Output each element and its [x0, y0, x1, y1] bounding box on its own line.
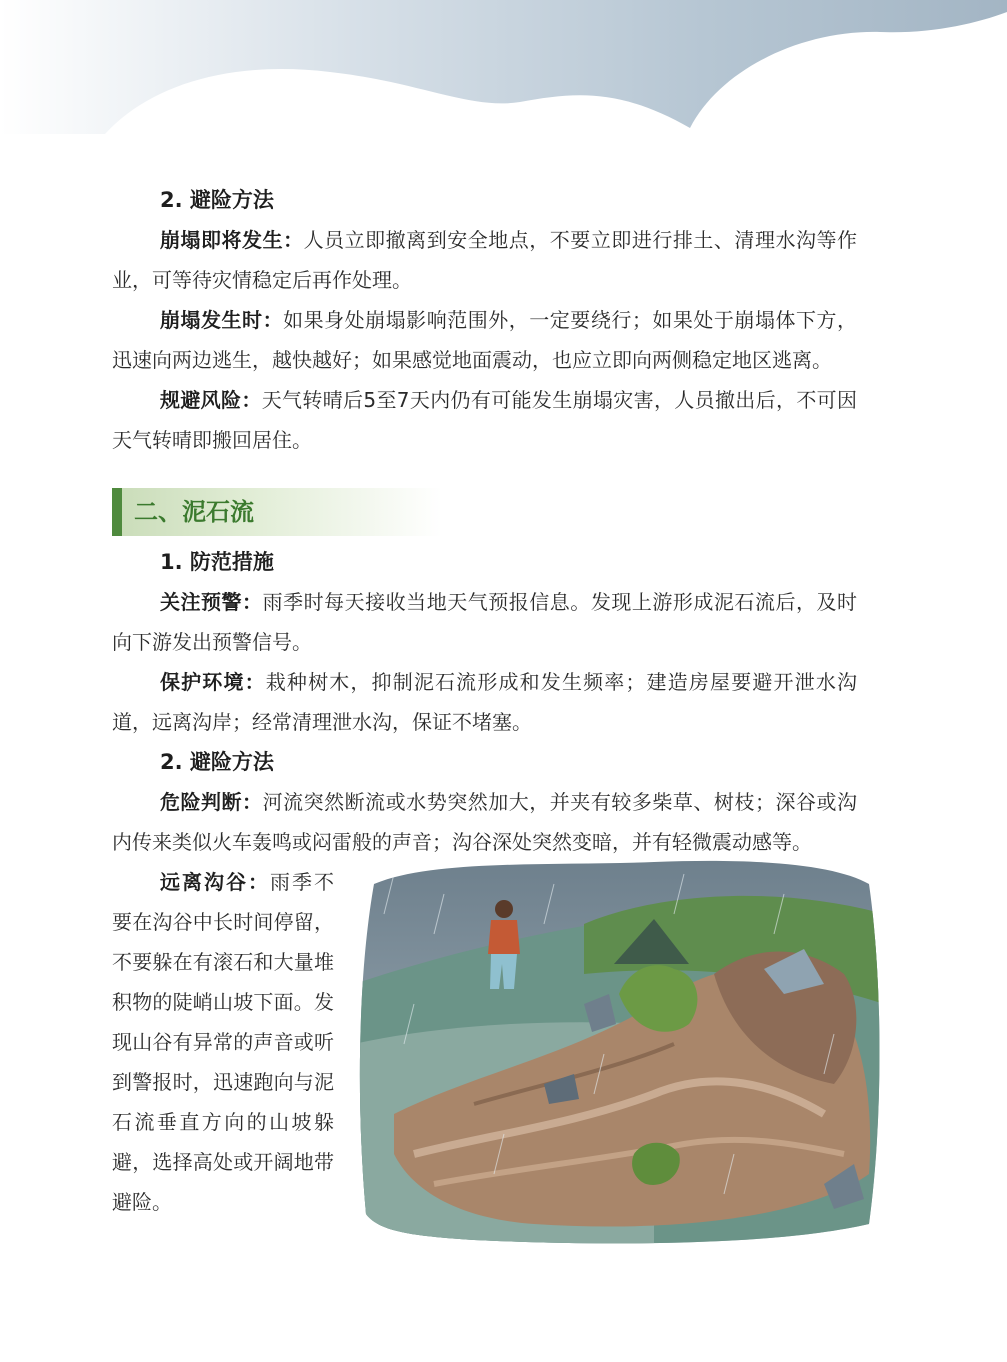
paragraph-text: 人员立即撤离到安全地点，不要立即进行排土、清理水沟等作业，可等待灾情稳定后再作处理。 — [112, 228, 858, 292]
term-label: 关注预警： — [160, 590, 263, 614]
section-title-bar — [112, 488, 442, 536]
paragraph-avoid-risk — [112, 380, 857, 460]
avoidance-method-heading-2: 2. 避险方法 — [160, 750, 274, 774]
prevention-heading: 1. 防范措施 — [160, 550, 274, 574]
paragraph-collapse-occurring — [112, 300, 857, 380]
debris-flow-illustration — [354, 854, 884, 1250]
paragraph-text: 天气转晴后5至7天内仍有可能发生崩塌灾害，人员撤出后，不可因天气转晴即搬回居住。 — [112, 388, 858, 452]
paragraph-protect-environment — [112, 662, 857, 742]
paragraph-text: 雨季不要在沟谷中长时间停留，不要躲在有滚石和大量堆积物的陡峭山坡下面。发现山谷有异常的声音或听到警报时，迅速跑向与泥石流垂直方向的山坡躲避，选择高处或开阔地带避险。 — [112, 870, 334, 1214]
term-label: 崩塌发生时： — [160, 308, 284, 332]
term-label: 规避风险： — [160, 388, 262, 412]
section-accent-stripe — [112, 488, 122, 536]
paragraph-collapse-imminent — [112, 220, 857, 300]
avoidance-method-heading: 2. 避险方法 — [160, 188, 274, 212]
paragraph-text: 河流突然断流或水势突然加大，并夹有较多柴草、树枝；深谷或沟内传来类似火车轰鸣或闷雷般的声音；沟谷深处突然变暗，并有轻微震动感等。 — [112, 790, 858, 854]
term-label: 危险判断： — [160, 790, 263, 814]
term-label: 远离沟谷： — [160, 870, 270, 894]
paragraph-watch-warnings — [112, 582, 857, 662]
paragraph-danger-judgement — [112, 782, 857, 862]
illustrated-block — [112, 862, 857, 1222]
paragraph-text: 如果身处崩塌影响范围外，一定要绕行；如果处于崩塌体下方，迅速向两边逃生，越快越好；如果感觉地面震动，也应立即向两侧稳定地区逃离。 — [112, 308, 858, 372]
term-label: 保护环境： — [160, 670, 266, 694]
paragraph-text: 雨季时每天接收当地天气预报信息。发现上游形成泥石流后，及时向下游发出预警信号。 — [112, 590, 858, 654]
term-label: 崩塌即将发生： — [160, 228, 304, 252]
section-title: 二、泥石流 — [134, 498, 254, 526]
paragraph-stay-away-valley — [112, 862, 334, 1222]
header-cloud-banner — [0, 0, 1007, 140]
paragraph-text: 栽种树木，抑制泥石流形成和发生频率；建造房屋要避开泄水沟道，远离沟岸；经常清理泄水沟，保证不堵塞。 — [112, 670, 857, 734]
